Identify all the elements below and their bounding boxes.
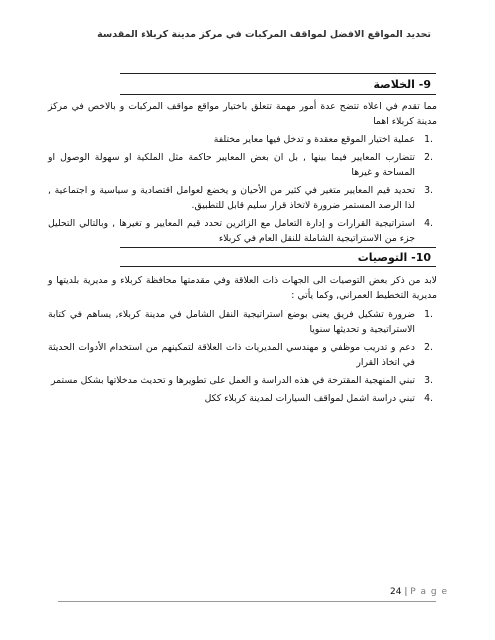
list-item: [48, 150, 437, 180]
list-item-number: 4.: [424, 393, 433, 404]
list-item: [48, 340, 437, 370]
section-heading-recommendations: 10- التوصيات: [357, 251, 431, 264]
page-word: P a g e: [410, 587, 449, 597]
list-item-text: ضرورة تشكيل فريق يعنى بوضع استراتيجية النقل الشامل في مدينة كربلاء, يساهم في كتابة الاستراتيجية و تحديثها سنويا: [48, 309, 415, 335]
running-header: تحديد المواقع الافضل لمواقف المركبات في مركز مدينة كربلاء المقدسة: [97, 29, 431, 40]
page-number: [390, 587, 448, 597]
list-item-text: تحديد قيم المعايير متغير في كثير من الأحيان و يخضع لعوامل اقتصادية و سياسية و اجتماعية , لذا الرصد المستمر ضرورة لاتخاذ قرار سليم قابل للتطبيق.: [48, 185, 415, 211]
list-item: [48, 307, 437, 337]
list-item-number: 1.: [424, 134, 433, 145]
page-number-value: 24: [390, 587, 402, 597]
list-item-text: تبني دراسة اشمل لمواقف السيارات لمدينة كربلاء ككل: [204, 393, 415, 404]
section-divider: [120, 94, 436, 95]
section-divider: [120, 73, 436, 74]
list-item-number: 1.: [424, 309, 433, 320]
list-item-text: تبني المنهجية المقترحة في هذه الدراسة و العمل على تطويرها و تحديث مدخلاتها بشكل مستمر: [51, 375, 415, 386]
recommendations-list: [48, 307, 437, 409]
footer-divider: [58, 601, 436, 602]
list-item-number: 4.: [424, 218, 433, 229]
section-divider: [120, 266, 436, 267]
list-item-text: دعم و تدريب موظفي و مهندسي المديريات ذات العلاقة لتمكينهم من استخدام الأدوات الحديثة في اتخاذ القرار: [48, 342, 415, 368]
recommendations-intro: لابد من ذكر بعض التوصيات الى الجهات ذات العلاقة وفي مقدمتها محافظة كربلاء و مديرية بلديتها و مديرية التخطيط العمراني, وكما يأتي :: [48, 275, 437, 301]
list-item: [48, 183, 437, 213]
page-number-separator: |: [404, 587, 408, 597]
list-item: [48, 216, 437, 246]
conclusion-intro: مما تقدم في اعلاه تتضح عدة أمور مهمة تتعلق باختيار مواقع مواقف المركبات و بالاخص في مركز مدينة كربلاء اهما: [48, 101, 437, 127]
section-heading-conclusion: 9- الخلاصة: [373, 78, 431, 91]
list-item-number: 3.: [424, 185, 433, 196]
list-item-number: 3.: [424, 375, 433, 386]
list-item: [48, 373, 437, 388]
section-divider: [120, 247, 436, 248]
list-item-text: استراتيجية القرارات و إدارة التعامل مع الزائرين تحدد قيم المعايير و تغيرها , وبالتالي التحليل جزء من الاستراتيجية الشاملة للنقل العام في كربلاء: [48, 218, 415, 244]
list-item-text: عملية اختيار الموقع معقدة و تدخل فيها معاير مختلفة: [213, 134, 415, 145]
list-item: [48, 391, 437, 406]
list-item: [48, 132, 437, 147]
conclusion-list: [48, 132, 437, 249]
list-item-number: 2.: [424, 342, 433, 353]
list-item-text: تتضارب المعايير فيما بينها , بل ان بعض المعايير حاكمة مثل الملكية او سهولة الوصول او المساحة و غيرها: [48, 152, 415, 178]
list-item-number: 2.: [424, 152, 433, 163]
